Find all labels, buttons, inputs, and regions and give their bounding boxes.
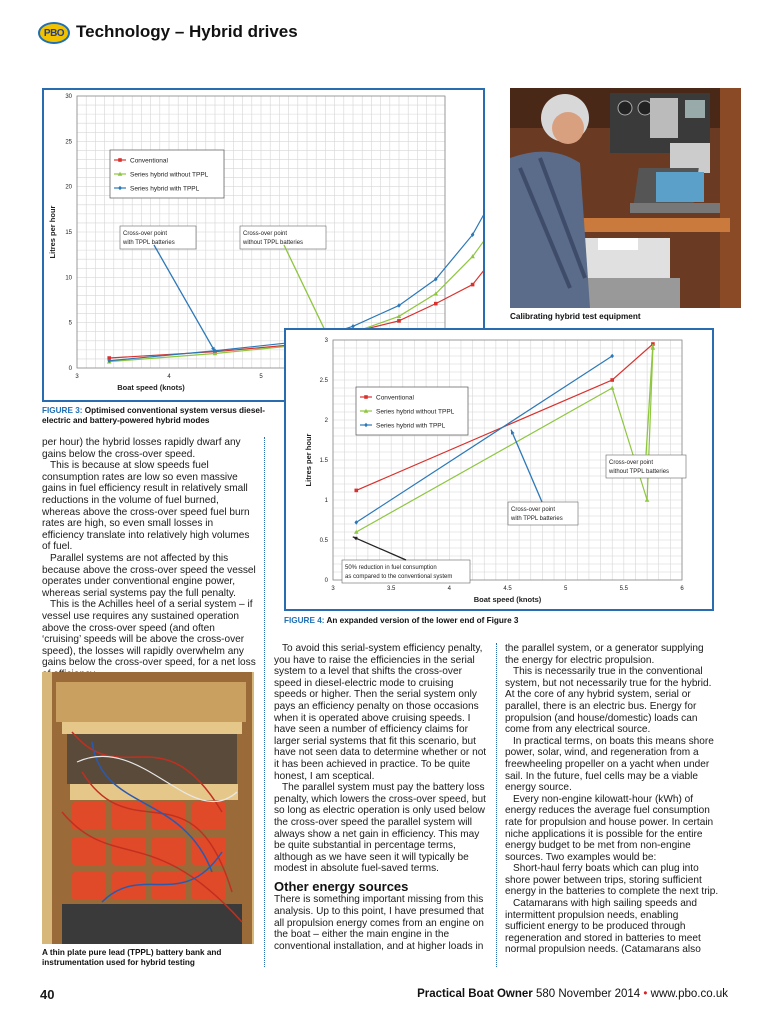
y-tick-label: 25 bbox=[65, 139, 72, 146]
x-tick-label: 3.5 bbox=[386, 586, 396, 592]
x-tick-label: 5 bbox=[563, 586, 568, 592]
column-2-text bbox=[274, 643, 488, 952]
annotation-text: with TPPL batteries bbox=[511, 516, 563, 522]
subheading-other-energy-sources: Other energy sources bbox=[274, 878, 409, 894]
photo-battery-bank bbox=[42, 672, 254, 944]
photo-calibration-caption: Calibrating hybrid test equipment bbox=[510, 312, 641, 321]
y-tick-label: 1 bbox=[324, 498, 328, 504]
paragraph: Every non-engine kilowatt-hour (kWh) of energy reduces the average fuel consumption rate for propulsion and house power. In certain niche applications it is possible for the entire energy budget to be met from non-engine sources. Two examples would be: bbox=[505, 793, 714, 863]
x-tick-label: 6 bbox=[680, 586, 684, 592]
pbo-logo: PBO bbox=[38, 22, 70, 44]
series-1 bbox=[354, 346, 655, 534]
y-tick-label: 3 bbox=[324, 338, 328, 344]
photo-calibration bbox=[510, 88, 741, 308]
legend-label: Series hybrid with TPPL bbox=[130, 185, 200, 193]
column-1-text bbox=[42, 437, 256, 680]
annotation-arrow bbox=[511, 430, 542, 502]
annotation-text: without TPPL batteries bbox=[243, 240, 304, 246]
annotation-text: Cross-over point bbox=[123, 231, 168, 237]
annotation-0 bbox=[120, 226, 215, 352]
x-tick-label: 4 bbox=[447, 586, 452, 592]
y-tick-label: 15 bbox=[65, 230, 72, 236]
y-tick-label: 0.5 bbox=[319, 538, 328, 544]
data-point bbox=[364, 395, 368, 399]
data-point bbox=[118, 158, 122, 162]
paragraph: In practical terms, on boats this means shore power, solar, wind, and regeneration from a freewheeling propeller on a yacht when under sail. In the future, fuel cells may be a viable energy source. bbox=[505, 735, 714, 794]
data-point bbox=[610, 378, 614, 382]
figure-4-frame bbox=[284, 328, 714, 611]
y-tick-label: 10 bbox=[65, 275, 72, 282]
data-point bbox=[434, 302, 438, 306]
y-tick-label: 20 bbox=[65, 184, 72, 191]
photo-battery-caption: A thin plate pure lead (TPPL) battery bank and instrumentation used for hybrid testing bbox=[42, 948, 222, 967]
figure-4-caption: FIGURE 4: An expanded version of the lower end of Figure 3 bbox=[284, 616, 519, 625]
paragraph: This is because at slow speeds fuel consumption rates are low so even massive gains in fuel efficiency result in relatively small reductions in the volume of fuel burned, whereas above the cross-over speed fuel burn rates are high, so even small losses in efficiency translate into relatively high volumes of fuel. bbox=[42, 460, 250, 553]
chart-legend bbox=[110, 150, 224, 198]
annotation-text: as compared to the conventional system bbox=[345, 574, 453, 580]
x-tick-label: 4 bbox=[167, 374, 171, 380]
series-line bbox=[356, 348, 653, 532]
y-axis-label: Litres per hour bbox=[48, 205, 57, 259]
annotation-2 bbox=[342, 537, 470, 583]
paragraph: This is necessarily true in the conventional system, but not necessarily true for the hybrid. At the core of any hybrid system, serial or parallel, there is an electric bus. Energy for propulsion (and house/domestic) loads can come from any electrical source. bbox=[505, 666, 712, 736]
data-point bbox=[471, 283, 475, 287]
legend-label: Series hybrid without TPPL bbox=[130, 171, 209, 179]
figure-3-caption: FIGURE 3: Optimised conventional system versus diesel-electric and battery-powered hybrid modes bbox=[42, 406, 265, 425]
paragraph: Catamarans with high sailing speeds and intermittent propulsion needs, enabling sufficient energy to be produced through regeneration and stored in batteries to meet normal propulsion needs. (Catamarans also bbox=[505, 898, 701, 956]
x-tick-label: 4.5 bbox=[503, 586, 512, 592]
paragraph: per hour) the hybrid losses rapidly dwarf any gains below the cross-over speed. bbox=[42, 437, 241, 460]
footer-publication: Practical Boat Owner 580 November 2014 • www.pbo.co.uk bbox=[417, 988, 728, 1000]
x-axis-label: Boat speed (knots) bbox=[473, 595, 542, 604]
paragraph: There is something important missing from this analysis. Up to this point, I have presumed that all propulsion energy comes from an engine on the boat – either the main engine in the conventional installation, and at higher loads in bbox=[274, 894, 484, 952]
annotation-text: Cross-over point bbox=[609, 460, 654, 466]
paragraph: This is the Achilles heel of a serial system – if vessel use requires any sustained operation above the cross-over speed (and often ‘cruising’ speeds will be above the cross-over speed), the losses will rapidly overwhelm any gains below the cross-over speed, for a net loss bbox=[42, 599, 256, 669]
y-tick-label: 0 bbox=[324, 578, 328, 584]
annotation-text: 50% reduction in fuel consumption bbox=[345, 565, 437, 571]
y-tick-label: 0 bbox=[68, 366, 72, 372]
column-3-text bbox=[505, 643, 719, 956]
x-tick-label: 5 bbox=[259, 374, 263, 380]
section-title: Technology – Hybrid drives bbox=[76, 22, 298, 41]
data-point bbox=[354, 489, 358, 493]
y-tick-label: 5 bbox=[68, 320, 72, 327]
y-tick-label: 2.5 bbox=[319, 378, 328, 384]
legend-label: Conventional bbox=[376, 394, 414, 402]
legend-label: Series hybrid without TPPL bbox=[376, 408, 455, 416]
x-tick-label: 3 bbox=[75, 374, 79, 380]
figure-4-chart bbox=[286, 330, 712, 609]
annotation-text: without TPPL batteries bbox=[609, 469, 670, 475]
y-tick-label: 2 bbox=[324, 418, 328, 424]
page-number: 40 bbox=[40, 987, 55, 1002]
data-point bbox=[397, 319, 401, 323]
legend-label: Conventional bbox=[130, 157, 168, 165]
paragraph: To avoid this serial-system efficiency penalty, you have to raise the efficiencies in the serial system to a level that shifts the cross-over speed in diesel-electric mode to cruising speeds or higher. Then the serial system only pays an efficiency penalty on those occasions when it is operated above cruising speeds. I have seen a number of efficiency claims for larger serial systems that fit this scenario, but have not seen data to determine whether or not it has been achieved in practice. To be quite honest, I am sceptical. bbox=[274, 643, 487, 782]
x-tick-label: 3 bbox=[331, 586, 335, 592]
paragraph: Parallel systems are not affected by this because above the cross-over speed the vessel operates under conventional engine power, whereas serial systems pay the full penalty. bbox=[42, 552, 256, 599]
x-axis-label: Boat speed (knots) bbox=[117, 383, 185, 392]
column-separator bbox=[496, 643, 497, 967]
annotation-text: Cross-over point bbox=[243, 231, 288, 237]
chart-legend bbox=[356, 387, 468, 435]
y-tick-label: 1.5 bbox=[319, 458, 328, 464]
y-axis-label: Litres per hour bbox=[304, 433, 313, 487]
paragraph: Short-haul ferry boats which can plug into shore power between trips, storing sufficient energy in the batteries to complete the next trip. bbox=[505, 863, 719, 898]
column-separator bbox=[264, 437, 265, 967]
annotation-text: Cross-over point bbox=[511, 507, 556, 513]
website-link[interactable]: www.pbo.co.uk bbox=[650, 988, 728, 1000]
data-point bbox=[610, 354, 614, 359]
paragraph: the parallel system, or a generator supplying the energy for electric propulsion. bbox=[505, 643, 704, 666]
annotation-text: with TPPL batteries bbox=[123, 240, 175, 246]
paragraph: The parallel system must pay the battery loss penalty, which lowers the cross-over speed, but so long as electric operation is only used below the cross-over speed the parallel system will always show a net gain in efficiency. This may be quite substantial in percentage terms, although as we have seen it will typically be modest in absolute fuel-saved terms. bbox=[274, 782, 486, 875]
legend-label: Series hybrid with TPPL bbox=[376, 422, 446, 430]
x-tick-label: 5.5 bbox=[619, 586, 629, 592]
y-tick-label: 30 bbox=[65, 94, 72, 100]
